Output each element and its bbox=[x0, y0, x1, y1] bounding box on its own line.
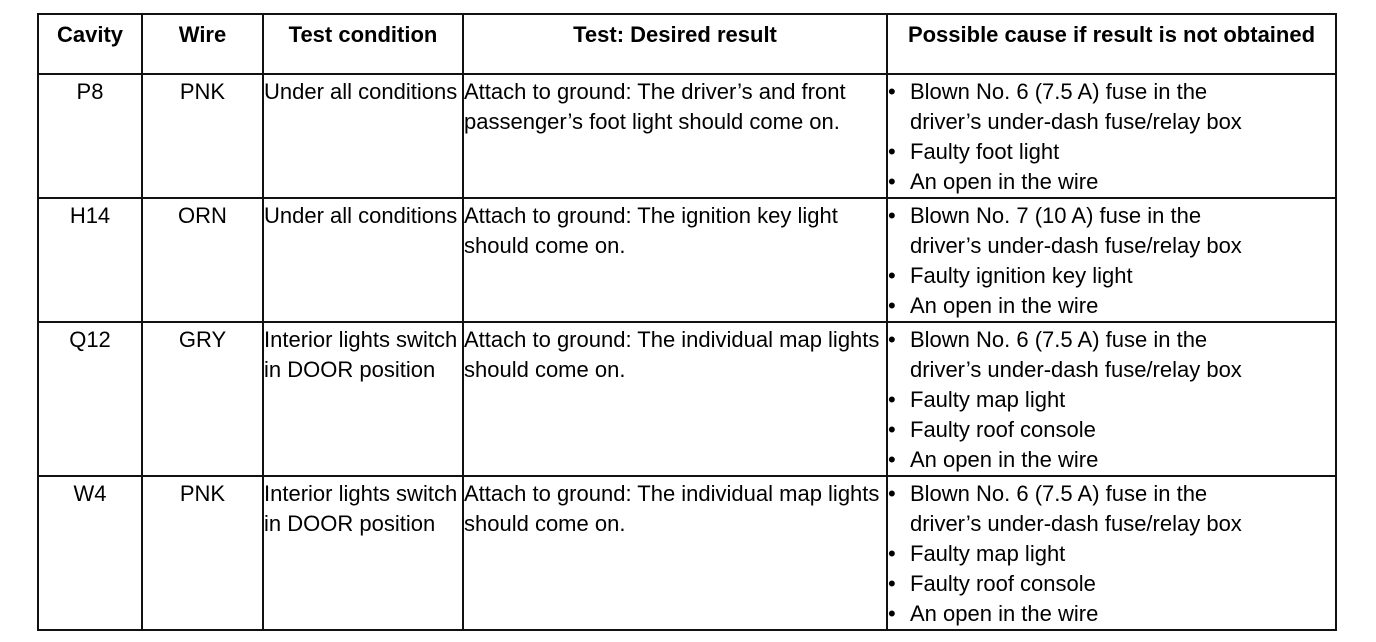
bullet-icon: • bbox=[888, 203, 896, 228]
bullet-icon: • bbox=[888, 571, 896, 596]
cavity-cell: P8 bbox=[38, 74, 142, 198]
causes-cell bbox=[887, 198, 1336, 322]
cause-text: Faulty roof console bbox=[910, 571, 1096, 596]
wire-cell: PNK bbox=[142, 476, 263, 630]
bullet-icon: • bbox=[888, 417, 896, 442]
cause-item bbox=[888, 261, 1335, 291]
cavity-cell: Q12 bbox=[38, 322, 142, 476]
bullet-icon: • bbox=[888, 293, 896, 318]
cause-item bbox=[888, 107, 1335, 137]
bullet-icon: • bbox=[888, 601, 896, 626]
bullet-icon: • bbox=[888, 327, 896, 352]
cause-text: Blown No. 6 (7.5 A) fuse in the bbox=[910, 327, 1208, 352]
header-wire: Wire bbox=[142, 14, 263, 74]
cause-text: An open in the wire bbox=[910, 447, 1099, 472]
cause-item bbox=[888, 445, 1335, 475]
result-cell: Attach to ground: The individual map lights should come on. bbox=[463, 476, 887, 630]
bullet-icon: • bbox=[888, 481, 896, 506]
bullet-icon: • bbox=[888, 139, 896, 164]
bullet-icon: • bbox=[888, 541, 896, 566]
cause-list bbox=[888, 201, 1335, 321]
diagnostic-table bbox=[37, 13, 1337, 631]
cause-item bbox=[888, 167, 1335, 197]
cause-text: driver’s under-dash fuse/relay box bbox=[910, 109, 1242, 134]
cause-item bbox=[888, 355, 1335, 385]
cause-text: Blown No. 7 (10 A) fuse in the bbox=[910, 203, 1202, 228]
cause-item bbox=[888, 415, 1335, 445]
cause-text: Faulty ignition key light bbox=[910, 263, 1133, 288]
cause-item bbox=[888, 137, 1335, 167]
cause-text: An open in the wire bbox=[910, 293, 1099, 318]
bullet-icon: • bbox=[888, 387, 896, 412]
cause-item bbox=[888, 479, 1335, 509]
result-cell: Attach to ground: The ignition key light should come on. bbox=[463, 198, 887, 322]
cause-text: An open in the wire bbox=[910, 601, 1099, 626]
cause-item bbox=[888, 385, 1335, 415]
cause-item bbox=[888, 539, 1335, 569]
bullet-icon: • bbox=[888, 263, 896, 288]
causes-cell bbox=[887, 476, 1336, 630]
cause-text: Blown No. 6 (7.5 A) fuse in the bbox=[910, 481, 1208, 506]
cavity-cell: W4 bbox=[38, 476, 142, 630]
cause-text: driver’s under-dash fuse/relay box bbox=[910, 233, 1242, 258]
bullet-icon: • bbox=[888, 79, 896, 104]
cause-item bbox=[888, 201, 1335, 231]
causes-cell bbox=[887, 74, 1336, 198]
cause-text: Blown No. 6 (7.5 A) fuse in the bbox=[910, 79, 1208, 104]
table-row bbox=[38, 74, 1336, 198]
cause-item bbox=[888, 599, 1335, 629]
header-possible-cause: Possible cause if result is not obtained bbox=[887, 14, 1336, 74]
cause-item bbox=[888, 509, 1335, 539]
cause-text: driver’s under-dash fuse/relay box bbox=[910, 357, 1242, 382]
cause-item bbox=[888, 291, 1335, 321]
cause-list bbox=[888, 479, 1335, 629]
condition-cell: Under all conditions bbox=[263, 198, 463, 322]
cause-text: Faulty foot light bbox=[910, 139, 1060, 164]
table-row bbox=[38, 198, 1336, 322]
cause-text: Faulty roof console bbox=[910, 417, 1096, 442]
condition-cell: Interior lights switch in DOOR position bbox=[263, 322, 463, 476]
cause-list bbox=[888, 325, 1335, 475]
table-row bbox=[38, 322, 1336, 476]
header-test-result: Test: Desired result bbox=[463, 14, 887, 74]
cause-item bbox=[888, 231, 1335, 261]
wire-cell: ORN bbox=[142, 198, 263, 322]
cause-item bbox=[888, 325, 1335, 355]
header-test-condition: Test condition bbox=[263, 14, 463, 74]
result-cell: Attach to ground: The individual map lights should come on. bbox=[463, 322, 887, 476]
cause-text: driver’s under-dash fuse/relay box bbox=[910, 511, 1242, 536]
table-row bbox=[38, 476, 1336, 630]
bullet-icon: • bbox=[888, 169, 896, 194]
wire-cell: PNK bbox=[142, 74, 263, 198]
result-cell: Attach to ground: The driver’s and front passenger’s foot light should come on. bbox=[463, 74, 887, 198]
cavity-cell: H14 bbox=[38, 198, 142, 322]
cause-list bbox=[888, 77, 1335, 197]
causes-cell bbox=[887, 322, 1336, 476]
condition-cell: Under all conditions bbox=[263, 74, 463, 198]
condition-cell: Interior lights switch in DOOR position bbox=[263, 476, 463, 630]
wire-cell: GRY bbox=[142, 322, 263, 476]
bullet-icon: • bbox=[888, 447, 896, 472]
header-row bbox=[38, 14, 1336, 74]
cause-text: Faulty map light bbox=[910, 541, 1066, 566]
header-cavity: Cavity bbox=[38, 14, 142, 74]
cause-text: Faulty map light bbox=[910, 387, 1066, 412]
cause-text: An open in the wire bbox=[910, 169, 1099, 194]
cause-item bbox=[888, 77, 1335, 107]
cause-item bbox=[888, 569, 1335, 599]
